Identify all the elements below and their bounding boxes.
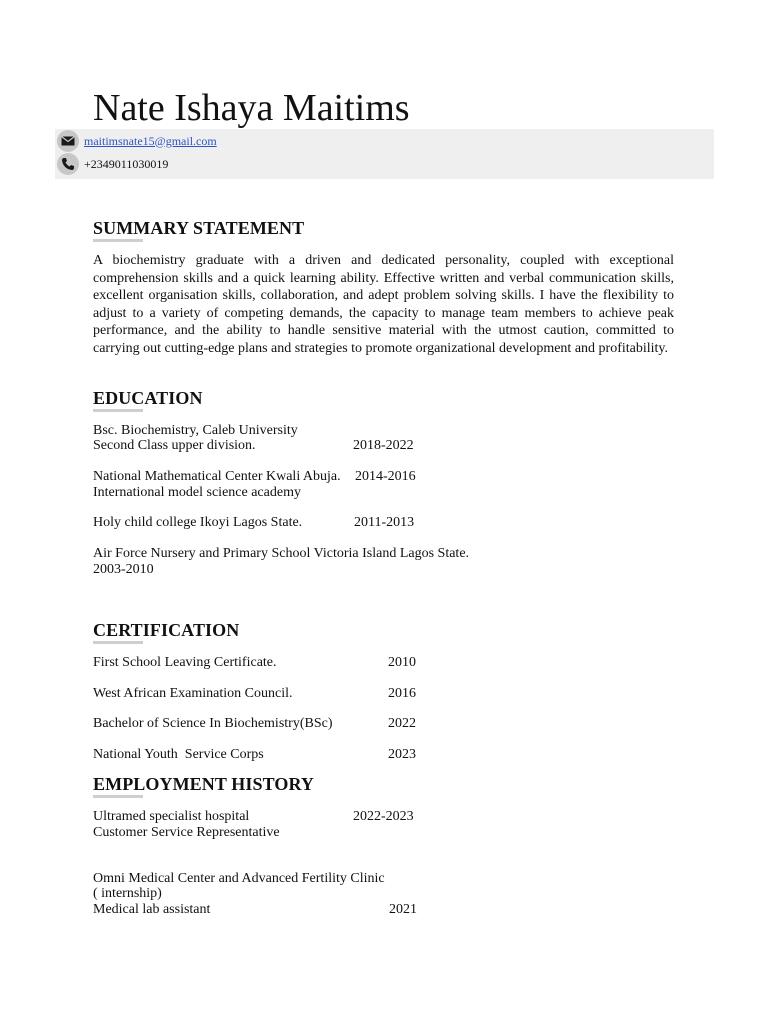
education-heading: EDUCATION: [93, 388, 203, 408]
certification-heading: CERTIFICATION: [93, 620, 240, 640]
education-item-2-years: 2014-2016: [355, 469, 416, 484]
summary-text: A biochemistry graduate with a driven and dedicated personality, coupled with exceptional comprehension skills and a quick learning ability. Effective written and verbal communication skills, excellent organisation skills, collaboration, and adept problem solving skills. I have the flexibility to adjust to a variety of competing demands, the capacity to manage team members to achieve peak performance, and the ability to handle sensitive material with the utmost caution, committed to carrying out cutting-edge plans and strategies to promote organizational development and profitability.: [93, 253, 674, 356]
education-item-1-years: 2018-2022: [353, 438, 414, 453]
contact-band: [55, 129, 714, 179]
phone-icon: [57, 153, 79, 175]
employment-item-2-role: Medical lab assistant: [93, 902, 211, 917]
phone-row: [55, 152, 168, 176]
candidate-name: Nate Ishaya Maitims: [93, 87, 410, 129]
education-item-2-detail: International model science academy: [93, 485, 301, 500]
employment-underline: [93, 795, 143, 798]
education-item-4-years: 2003-2010: [93, 562, 154, 577]
phone-number: +2349011030019: [84, 156, 169, 171]
education-underline: [93, 409, 143, 412]
employment-item-2-employer: Omni Medical Center and Advanced Fertility Clinic: [93, 871, 385, 886]
certification-item-2-year: 2016: [388, 686, 416, 701]
summary-underline: [93, 239, 143, 242]
employment-item-2-note: ( internship): [93, 886, 162, 901]
certification-item-3-year: 2022: [388, 716, 416, 731]
education-item-3-title: Holy child college Ikoyi Lagos State.: [93, 515, 303, 530]
employment-heading: EMPLOYMENT HISTORY: [93, 774, 315, 794]
education-item-1-title: Bsc. Biochemistry, Caleb University: [93, 423, 298, 438]
education-item-4-title: Air Force Nursery and Primary School Victoria Island Lagos State.: [93, 546, 470, 561]
certification-item-4-year: 2023: [388, 747, 416, 762]
summary-heading: SUMMARY STATEMENT: [93, 218, 305, 238]
email-link[interactable]: maitimsnate15@gmail.com: [84, 133, 217, 148]
envelope-icon: [57, 130, 79, 152]
education-item-2-title: National Mathematical Center Kwali Abuja.: [93, 469, 341, 484]
employment-item-2-years: 2021: [389, 902, 417, 917]
certification-item-4-name: National Youth Service Corps: [93, 747, 264, 762]
certification-item-1-name: First School Leaving Certificate.: [93, 655, 277, 670]
education-item-3-years: 2011-2013: [354, 515, 415, 530]
education-item-1-detail: Second Class upper division.: [93, 438, 256, 453]
employment-item-1-years: 2022-2023: [353, 809, 414, 824]
certification-item-3-name: Bachelor of Science In Biochemistry(BSc): [93, 716, 333, 731]
certification-item-2-name: West African Examination Council.: [93, 686, 293, 701]
employment-item-1-employer: Ultramed specialist hospital: [93, 809, 250, 824]
certification-underline: [93, 641, 143, 644]
employment-item-1-role: Customer Service Representative: [93, 825, 280, 840]
certification-item-1-year: 2010: [388, 655, 416, 670]
email-row: [55, 129, 217, 153]
